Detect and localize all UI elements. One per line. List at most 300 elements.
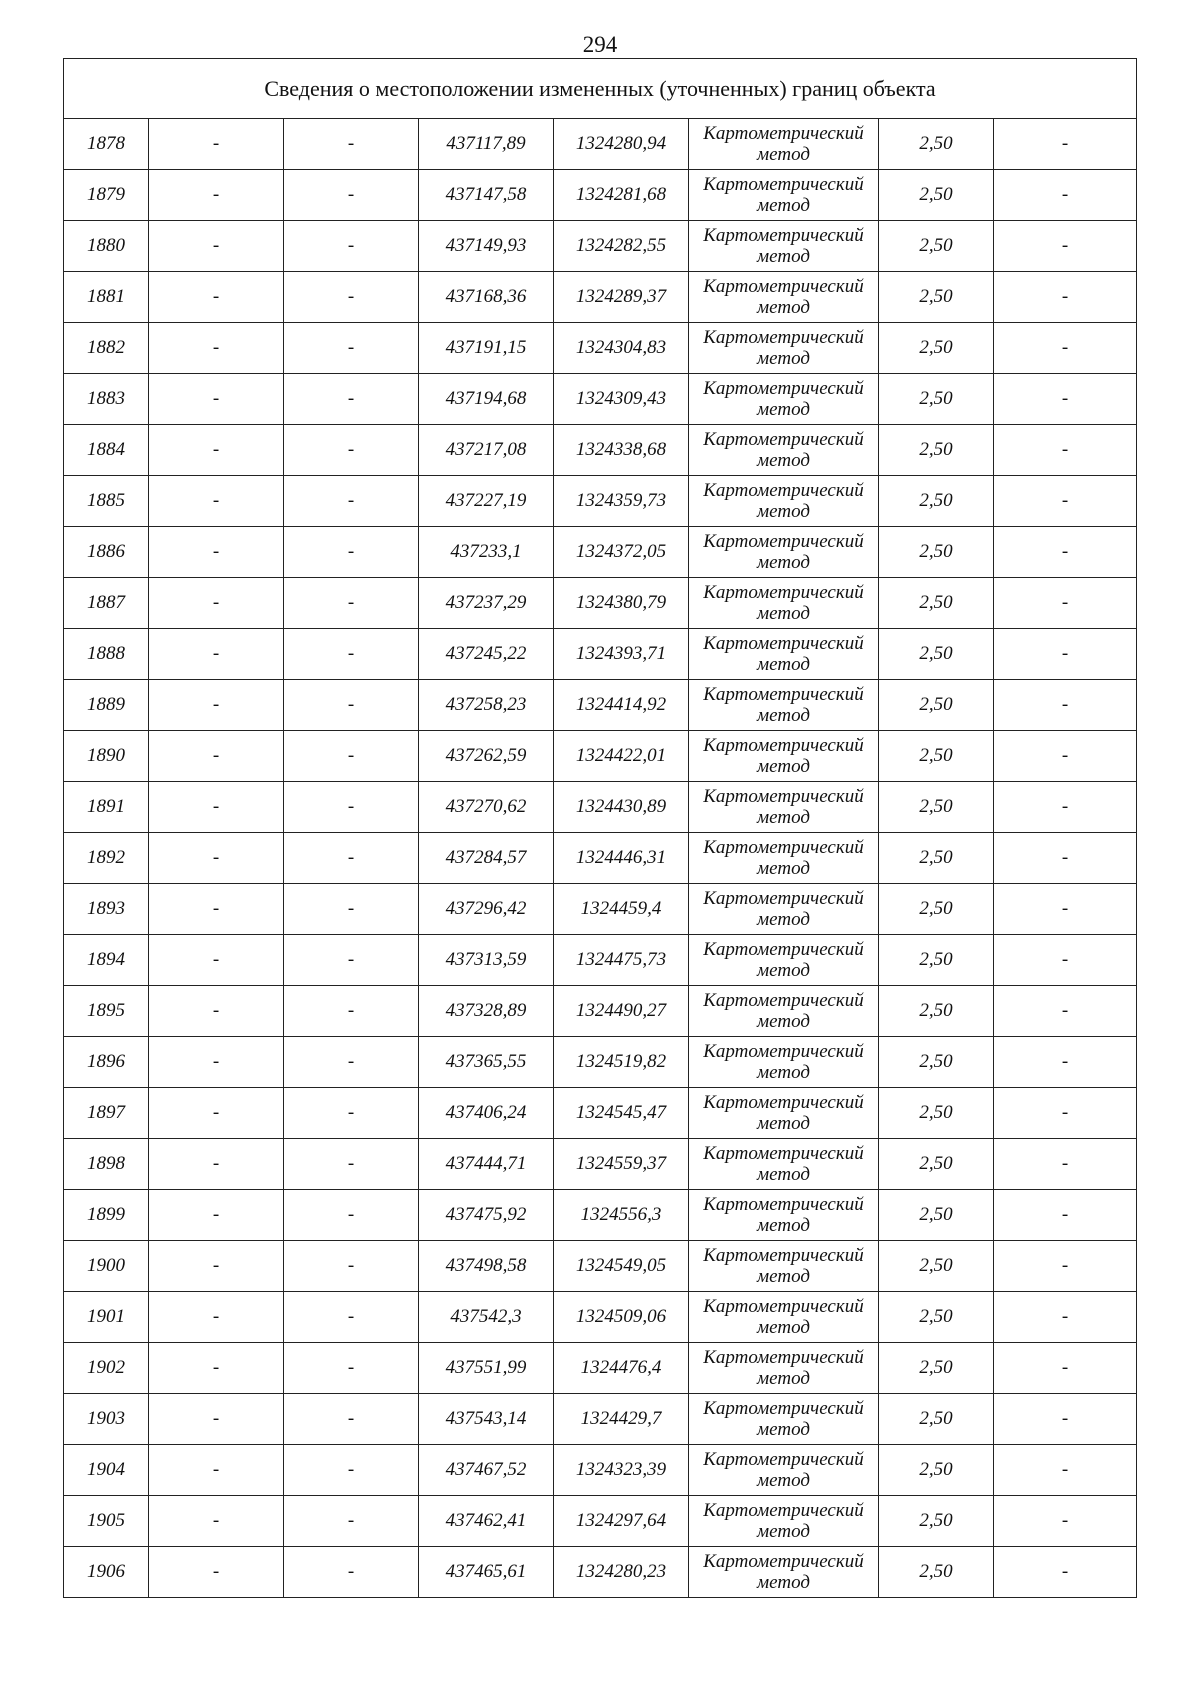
precision-cell: 2,50 <box>879 170 994 221</box>
table-row <box>64 170 1137 221</box>
method-cell <box>689 680 879 731</box>
x-coordinate-cell: 437543,14 <box>419 1394 554 1445</box>
old-x-cell: - <box>149 578 284 629</box>
x-coordinate-cell: 437328,89 <box>419 986 554 1037</box>
precision-cell: 2,50 <box>879 1343 994 1394</box>
method-line-1: Картометрический <box>703 633 864 654</box>
y-coordinate-cell: 1324280,94 <box>554 119 689 170</box>
description-cell: - <box>994 323 1137 374</box>
precision-cell: 2,50 <box>879 425 994 476</box>
x-coordinate-cell: 437365,55 <box>419 1037 554 1088</box>
method-line-1: Картометрический <box>703 480 864 501</box>
x-coordinate-cell: 437233,1 <box>419 527 554 578</box>
point-number-cell: 1886 <box>64 527 149 578</box>
method-line-2: метод <box>757 195 810 216</box>
point-number-cell: 1879 <box>64 170 149 221</box>
method-line-2: метод <box>757 1317 810 1338</box>
method-line-1: Картометрический <box>703 786 864 807</box>
precision-cell: 2,50 <box>879 1547 994 1598</box>
precision-cell: 2,50 <box>879 680 994 731</box>
old-y-cell: - <box>284 272 419 323</box>
method-line-2: метод <box>757 144 810 165</box>
description-cell: - <box>994 986 1137 1037</box>
precision-cell: 2,50 <box>879 221 994 272</box>
y-coordinate-cell: 1324519,82 <box>554 1037 689 1088</box>
table-row <box>64 1037 1137 1088</box>
method-cell <box>689 476 879 527</box>
method-cell <box>689 1241 879 1292</box>
description-cell: - <box>994 221 1137 272</box>
old-x-cell: - <box>149 986 284 1037</box>
x-coordinate-cell: 437168,36 <box>419 272 554 323</box>
y-coordinate-cell: 1324446,31 <box>554 833 689 884</box>
table-row <box>64 833 1137 884</box>
table-row <box>64 731 1137 782</box>
method-cell <box>689 119 879 170</box>
y-coordinate-cell: 1324549,05 <box>554 1241 689 1292</box>
method-cell <box>689 1088 879 1139</box>
old-y-cell: - <box>284 221 419 272</box>
description-cell: - <box>994 1394 1137 1445</box>
old-x-cell: - <box>149 884 284 935</box>
point-number-cell: 1882 <box>64 323 149 374</box>
method-cell <box>689 221 879 272</box>
precision-cell: 2,50 <box>879 986 994 1037</box>
y-coordinate-cell: 1324282,55 <box>554 221 689 272</box>
old-y-cell: - <box>284 1292 419 1343</box>
old-y-cell: - <box>284 629 419 680</box>
old-y-cell: - <box>284 1241 419 1292</box>
description-cell: - <box>994 272 1137 323</box>
precision-cell: 2,50 <box>879 323 994 374</box>
old-x-cell: - <box>149 1088 284 1139</box>
precision-cell: 2,50 <box>879 629 994 680</box>
old-x-cell: - <box>149 476 284 527</box>
method-line-1: Картометрический <box>703 1296 864 1317</box>
method-cell <box>689 1547 879 1598</box>
point-number-cell: 1897 <box>64 1088 149 1139</box>
table-row <box>64 782 1137 833</box>
table-row <box>64 1343 1137 1394</box>
old-x-cell: - <box>149 833 284 884</box>
boundary-coordinates-table <box>63 58 1137 1598</box>
method-line-1: Картометрический <box>703 1194 864 1215</box>
point-number-cell: 1900 <box>64 1241 149 1292</box>
x-coordinate-cell: 437475,92 <box>419 1190 554 1241</box>
method-line-2: метод <box>757 654 810 675</box>
point-number-cell: 1889 <box>64 680 149 731</box>
method-cell <box>689 986 879 1037</box>
old-y-cell: - <box>284 1343 419 1394</box>
y-coordinate-cell: 1324289,37 <box>554 272 689 323</box>
method-line-1: Картометрический <box>703 939 864 960</box>
method-cell <box>689 425 879 476</box>
method-cell <box>689 1292 879 1343</box>
point-number-cell: 1893 <box>64 884 149 935</box>
old-x-cell: - <box>149 680 284 731</box>
method-line-2: метод <box>757 603 810 624</box>
old-y-cell: - <box>284 119 419 170</box>
method-line-2: метод <box>757 1011 810 1032</box>
y-coordinate-cell: 1324323,39 <box>554 1445 689 1496</box>
old-x-cell: - <box>149 119 284 170</box>
description-cell: - <box>994 731 1137 782</box>
old-y-cell: - <box>284 1496 419 1547</box>
method-line-1: Картометрический <box>703 1551 864 1572</box>
old-y-cell: - <box>284 782 419 833</box>
old-y-cell: - <box>284 1547 419 1598</box>
old-y-cell: - <box>284 935 419 986</box>
old-y-cell: - <box>284 425 419 476</box>
table-row <box>64 1496 1137 1547</box>
y-coordinate-cell: 1324490,27 <box>554 986 689 1037</box>
table-row <box>64 1292 1137 1343</box>
table-row <box>64 1241 1137 1292</box>
method-line-2: метод <box>757 909 810 930</box>
precision-cell: 2,50 <box>879 782 994 833</box>
precision-cell: 2,50 <box>879 833 994 884</box>
old-y-cell: - <box>284 731 419 782</box>
x-coordinate-cell: 437237,29 <box>419 578 554 629</box>
method-line-1: Картометрический <box>703 174 864 195</box>
old-x-cell: - <box>149 1547 284 1598</box>
description-cell: - <box>994 119 1137 170</box>
old-x-cell: - <box>149 527 284 578</box>
table-row <box>64 1445 1137 1496</box>
method-cell <box>689 578 879 629</box>
y-coordinate-cell: 1324280,23 <box>554 1547 689 1598</box>
y-coordinate-cell: 1324309,43 <box>554 374 689 425</box>
method-cell <box>689 935 879 986</box>
method-line-2: метод <box>757 1113 810 1134</box>
x-coordinate-cell: 437465,61 <box>419 1547 554 1598</box>
method-line-1: Картометрический <box>703 1347 864 1368</box>
description-cell: - <box>994 1037 1137 1088</box>
description-cell: - <box>994 527 1137 578</box>
old-x-cell: - <box>149 425 284 476</box>
y-coordinate-cell: 1324393,71 <box>554 629 689 680</box>
table-row <box>64 425 1137 476</box>
old-x-cell: - <box>149 1241 284 1292</box>
table-row <box>64 935 1137 986</box>
point-number-cell: 1894 <box>64 935 149 986</box>
table-row <box>64 1394 1137 1445</box>
method-line-2: метод <box>757 399 810 420</box>
method-line-1: Картометрический <box>703 327 864 348</box>
point-number-cell: 1884 <box>64 425 149 476</box>
old-y-cell: - <box>284 1445 419 1496</box>
old-y-cell: - <box>284 476 419 527</box>
description-cell: - <box>994 1547 1137 1598</box>
description-cell: - <box>994 476 1137 527</box>
method-line-2: метод <box>757 1164 810 1185</box>
method-line-2: метод <box>757 1470 810 1491</box>
point-number-cell: 1880 <box>64 221 149 272</box>
method-cell <box>689 629 879 680</box>
x-coordinate-cell: 437467,52 <box>419 1445 554 1496</box>
table-row <box>64 1139 1137 1190</box>
precision-cell: 2,50 <box>879 119 994 170</box>
description-cell: - <box>994 170 1137 221</box>
precision-cell: 2,50 <box>879 884 994 935</box>
old-x-cell: - <box>149 1037 284 1088</box>
method-cell <box>689 884 879 935</box>
y-coordinate-cell: 1324297,64 <box>554 1496 689 1547</box>
table-row <box>64 1547 1137 1598</box>
old-y-cell: - <box>284 833 419 884</box>
old-x-cell: - <box>149 1394 284 1445</box>
precision-cell: 2,50 <box>879 374 994 425</box>
method-line-1: Картометрический <box>703 1092 864 1113</box>
method-line-2: метод <box>757 1266 810 1287</box>
method-cell <box>689 527 879 578</box>
method-line-2: метод <box>757 1572 810 1593</box>
point-number-cell: 1896 <box>64 1037 149 1088</box>
method-line-1: Картометрический <box>703 378 864 399</box>
method-line-1: Картометрический <box>703 990 864 1011</box>
table-row <box>64 680 1137 731</box>
table-row <box>64 986 1137 1037</box>
point-number-cell: 1883 <box>64 374 149 425</box>
table-row <box>64 884 1137 935</box>
description-cell: - <box>994 1496 1137 1547</box>
y-coordinate-cell: 1324422,01 <box>554 731 689 782</box>
method-line-2: метод <box>757 297 810 318</box>
point-number-cell: 1898 <box>64 1139 149 1190</box>
x-coordinate-cell: 437227,19 <box>419 476 554 527</box>
y-coordinate-cell: 1324556,3 <box>554 1190 689 1241</box>
precision-cell: 2,50 <box>879 272 994 323</box>
point-number-cell: 1888 <box>64 629 149 680</box>
precision-cell: 2,50 <box>879 578 994 629</box>
precision-cell: 2,50 <box>879 1445 994 1496</box>
point-number-cell: 1892 <box>64 833 149 884</box>
old-x-cell: - <box>149 1496 284 1547</box>
precision-cell: 2,50 <box>879 731 994 782</box>
old-y-cell: - <box>284 986 419 1037</box>
method-line-1: Картометрический <box>703 888 864 909</box>
x-coordinate-cell: 437245,22 <box>419 629 554 680</box>
description-cell: - <box>994 1241 1137 1292</box>
description-cell: - <box>994 578 1137 629</box>
old-x-cell: - <box>149 272 284 323</box>
old-y-cell: - <box>284 1088 419 1139</box>
method-line-1: Картометрический <box>703 1398 864 1419</box>
old-y-cell: - <box>284 680 419 731</box>
x-coordinate-cell: 437444,71 <box>419 1139 554 1190</box>
y-coordinate-cell: 1324459,4 <box>554 884 689 935</box>
method-cell <box>689 731 879 782</box>
x-coordinate-cell: 437262,59 <box>419 731 554 782</box>
table-row <box>64 119 1137 170</box>
y-coordinate-cell: 1324476,4 <box>554 1343 689 1394</box>
method-line-2: метод <box>757 756 810 777</box>
y-coordinate-cell: 1324359,73 <box>554 476 689 527</box>
method-line-2: метод <box>757 1215 810 1236</box>
method-line-1: Картометрический <box>703 837 864 858</box>
x-coordinate-cell: 437147,58 <box>419 170 554 221</box>
method-cell <box>689 1394 879 1445</box>
description-cell: - <box>994 833 1137 884</box>
y-coordinate-cell: 1324509,06 <box>554 1292 689 1343</box>
method-line-1: Картометрический <box>703 276 864 297</box>
method-cell <box>689 323 879 374</box>
y-coordinate-cell: 1324304,83 <box>554 323 689 374</box>
method-line-2: метод <box>757 552 810 573</box>
x-coordinate-cell: 437270,62 <box>419 782 554 833</box>
x-coordinate-cell: 437296,42 <box>419 884 554 935</box>
old-x-cell: - <box>149 221 284 272</box>
description-cell: - <box>994 680 1137 731</box>
x-coordinate-cell: 437117,89 <box>419 119 554 170</box>
precision-cell: 2,50 <box>879 1394 994 1445</box>
old-y-cell: - <box>284 578 419 629</box>
old-x-cell: - <box>149 374 284 425</box>
point-number-cell: 1905 <box>64 1496 149 1547</box>
table-row <box>64 323 1137 374</box>
y-coordinate-cell: 1324380,79 <box>554 578 689 629</box>
method-line-1: Картометрический <box>703 1500 864 1521</box>
x-coordinate-cell: 437191,15 <box>419 323 554 374</box>
old-y-cell: - <box>284 323 419 374</box>
table-row <box>64 221 1137 272</box>
table-row <box>64 1088 1137 1139</box>
description-cell: - <box>994 1292 1137 1343</box>
precision-cell: 2,50 <box>879 1496 994 1547</box>
point-number-cell: 1891 <box>64 782 149 833</box>
point-number-cell: 1903 <box>64 1394 149 1445</box>
method-line-2: метод <box>757 1521 810 1542</box>
method-line-2: метод <box>757 807 810 828</box>
method-cell <box>689 170 879 221</box>
precision-cell: 2,50 <box>879 1037 994 1088</box>
x-coordinate-cell: 437406,24 <box>419 1088 554 1139</box>
y-coordinate-cell: 1324545,47 <box>554 1088 689 1139</box>
point-number-cell: 1881 <box>64 272 149 323</box>
method-cell <box>689 1496 879 1547</box>
x-coordinate-cell: 437313,59 <box>419 935 554 986</box>
method-line-1: Картометрический <box>703 429 864 450</box>
method-line-1: Картометрический <box>703 531 864 552</box>
table-row <box>64 527 1137 578</box>
y-coordinate-cell: 1324430,89 <box>554 782 689 833</box>
precision-cell: 2,50 <box>879 1139 994 1190</box>
page-number: 294 <box>582 32 618 57</box>
point-number-cell: 1878 <box>64 119 149 170</box>
table-row <box>64 629 1137 680</box>
description-cell: - <box>994 1343 1137 1394</box>
old-x-cell: - <box>149 1190 284 1241</box>
method-line-2: метод <box>757 960 810 981</box>
description-cell: - <box>994 1190 1137 1241</box>
table-title: Сведения о местоположении измененных (уточненных) границ объекта <box>64 59 1137 119</box>
precision-cell: 2,50 <box>879 1190 994 1241</box>
point-number-cell: 1904 <box>64 1445 149 1496</box>
method-line-2: метод <box>757 858 810 879</box>
old-y-cell: - <box>284 1394 419 1445</box>
method-line-2: метод <box>757 246 810 267</box>
method-line-1: Картометрический <box>703 225 864 246</box>
x-coordinate-cell: 437194,68 <box>419 374 554 425</box>
table-row <box>64 1190 1137 1241</box>
y-coordinate-cell: 1324475,73 <box>554 935 689 986</box>
method-cell <box>689 1190 879 1241</box>
old-y-cell: - <box>284 1190 419 1241</box>
method-line-1: Картометрический <box>703 1449 864 1470</box>
method-line-1: Картометрический <box>703 1245 864 1266</box>
method-cell <box>689 1343 879 1394</box>
old-y-cell: - <box>284 374 419 425</box>
description-cell: - <box>994 1139 1137 1190</box>
old-y-cell: - <box>284 1037 419 1088</box>
method-line-1: Картометрический <box>703 1041 864 1062</box>
method-line-2: метод <box>757 450 810 471</box>
point-number-cell: 1902 <box>64 1343 149 1394</box>
description-cell: - <box>994 1088 1137 1139</box>
point-number-cell: 1901 <box>64 1292 149 1343</box>
point-number-cell: 1906 <box>64 1547 149 1598</box>
old-x-cell: - <box>149 1343 284 1394</box>
y-coordinate-cell: 1324338,68 <box>554 425 689 476</box>
x-coordinate-cell: 437551,99 <box>419 1343 554 1394</box>
old-x-cell: - <box>149 1445 284 1496</box>
precision-cell: 2,50 <box>879 527 994 578</box>
y-coordinate-cell: 1324559,37 <box>554 1139 689 1190</box>
method-line-2: метод <box>757 705 810 726</box>
x-coordinate-cell: 437149,93 <box>419 221 554 272</box>
method-cell <box>689 272 879 323</box>
precision-cell: 2,50 <box>879 1088 994 1139</box>
point-number-cell: 1885 <box>64 476 149 527</box>
x-coordinate-cell: 437542,3 <box>419 1292 554 1343</box>
method-line-1: Картометрический <box>703 123 864 144</box>
description-cell: - <box>994 1445 1137 1496</box>
old-y-cell: - <box>284 527 419 578</box>
description-cell: - <box>994 782 1137 833</box>
method-line-2: метод <box>757 501 810 522</box>
description-cell: - <box>994 884 1137 935</box>
x-coordinate-cell: 437217,08 <box>419 425 554 476</box>
method-cell <box>689 1037 879 1088</box>
precision-cell: 2,50 <box>879 1292 994 1343</box>
old-x-cell: - <box>149 323 284 374</box>
method-line-1: Картометрический <box>703 1143 864 1164</box>
table-row <box>64 272 1137 323</box>
point-number-cell: 1895 <box>64 986 149 1037</box>
method-line-2: метод <box>757 1062 810 1083</box>
method-line-1: Картометрический <box>703 684 864 705</box>
point-number-cell: 1887 <box>64 578 149 629</box>
old-y-cell: - <box>284 170 419 221</box>
description-cell: - <box>994 629 1137 680</box>
old-x-cell: - <box>149 1139 284 1190</box>
method-cell <box>689 374 879 425</box>
x-coordinate-cell: 437284,57 <box>419 833 554 884</box>
old-x-cell: - <box>149 1292 284 1343</box>
old-y-cell: - <box>284 1139 419 1190</box>
old-x-cell: - <box>149 782 284 833</box>
x-coordinate-cell: 437462,41 <box>419 1496 554 1547</box>
precision-cell: 2,50 <box>879 935 994 986</box>
table-title-row <box>64 59 1137 119</box>
table-row <box>64 374 1137 425</box>
old-y-cell: - <box>284 884 419 935</box>
description-cell: - <box>994 374 1137 425</box>
description-cell: - <box>994 935 1137 986</box>
method-cell <box>689 1445 879 1496</box>
precision-cell: 2,50 <box>879 1241 994 1292</box>
precision-cell: 2,50 <box>879 476 994 527</box>
